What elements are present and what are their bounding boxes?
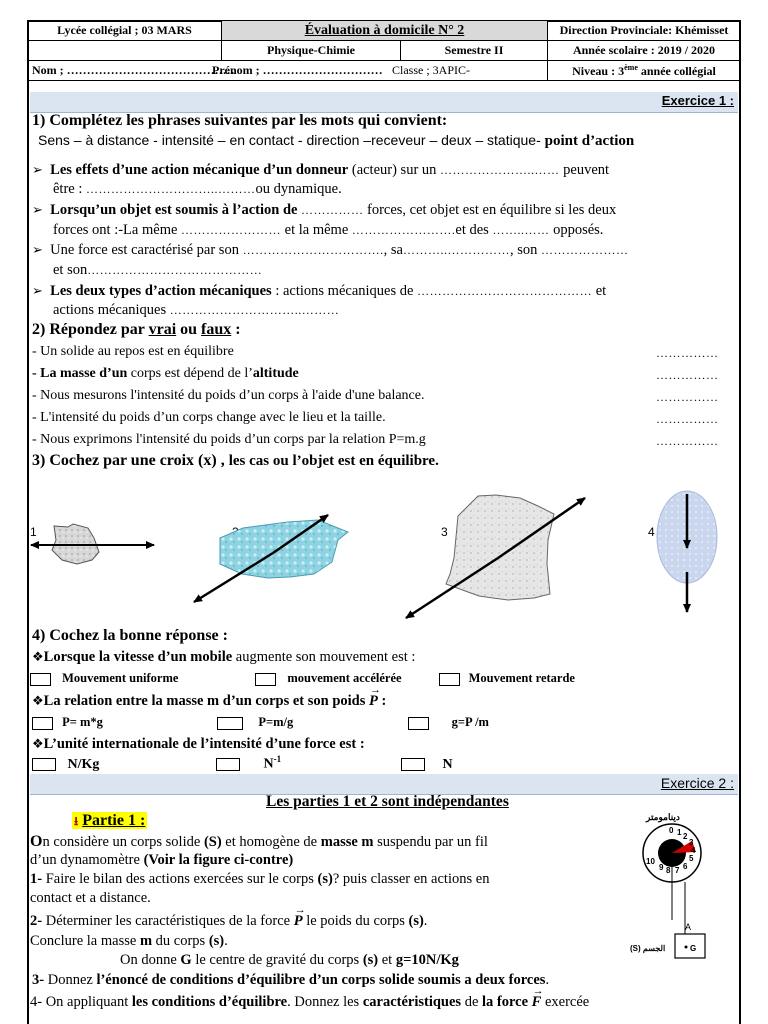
- dynamometer-title: دينامومتر: [646, 812, 680, 822]
- subject: Physique-Chimie: [222, 41, 401, 61]
- q1-line-2: ➢ Lorsqu’un objet est soumis à l’action de …………… forces, cet objet est en équilibre si les deux: [32, 202, 617, 218]
- scale-4: 4: [691, 846, 696, 855]
- scale-5: 5: [689, 854, 694, 863]
- ex2-intro-line-1: On considère un corps solide (S) et homogène de masse m suspendu par un fil: [30, 833, 488, 850]
- q1-line-1b: être : …………………………..………ou dynamique.: [53, 181, 342, 197]
- q4c-options: [32, 754, 453, 773]
- q1-line-2b: forces ont :-La même …………………… et la même …………………….et des ……..…… opposés.: [53, 222, 604, 238]
- exercise-1-banner: [30, 92, 738, 113]
- q2-answer-5[interactable]: ……………: [656, 434, 719, 448]
- ex2-q2: 2- Déterminer les caractéristiques de la force → P le poids du corps (s).: [30, 904, 428, 929]
- scale-1: 1: [677, 828, 682, 837]
- vector-arrow-icon: →: [370, 684, 381, 696]
- q1-word-bank: Sens – à distance - intensité – en contact - direction –receveur – deux – statique- point d’action: [38, 132, 635, 149]
- option-p-m-over-g: P=m/g: [258, 715, 294, 729]
- q4b-question: ❖La relation entre la masse m d’un corps et son poids → P :: [32, 684, 387, 709]
- ex2-q2-line-2: Conclure la masse m du corps (s).: [30, 933, 228, 949]
- q1-title: 1) Complétez les phrases suivantes par les mots qui convient:: [32, 112, 448, 129]
- scale-10: 10: [646, 857, 655, 866]
- down-arrow-icon: ⭳: [74, 814, 79, 828]
- direction: Direction Provinciale: Khémisset: [548, 21, 741, 41]
- q2-item-4: - L'intensité du poids d’un corps change avec le lieu et la taille.: [32, 410, 386, 425]
- arrow-bullet-icon: ➢: [32, 203, 43, 218]
- figure-2[interactable]: [194, 515, 348, 602]
- q1-line-1: ➢ Les effets d’une action mécanique d’un donneur (acteur) sur un …………………..…… peuvent: [32, 162, 610, 178]
- checkbox-g-p-over-m[interactable]: [408, 717, 429, 730]
- diamond-bullet-icon: ❖: [32, 737, 44, 752]
- exercise-2-banner: [30, 774, 738, 795]
- classe-field[interactable]: Classe ; 3APIC-: [392, 63, 470, 77]
- scale-9: 9: [659, 863, 664, 872]
- checkbox-uniforme[interactable]: [30, 673, 51, 686]
- ex2-q1: 1- Faire le bilan des actions exercées sur le corps (s)? puis classer en actions en: [30, 871, 490, 887]
- arrow-bullet-icon: ➢: [32, 243, 43, 258]
- water-object-2: [220, 520, 348, 578]
- option-n-per-kg: N/Kg: [67, 756, 100, 772]
- checkbox-n-inverse[interactable]: [216, 758, 240, 771]
- q2-answer-4[interactable]: ……………: [656, 412, 719, 426]
- q4b-options: [32, 715, 489, 730]
- q1-line-3b: et son……………………………………: [53, 262, 263, 278]
- q1-line-4: ➢ Les deux types d’action mécaniques : actions mécaniques de …………………………………… et: [32, 283, 607, 299]
- q3-title: 3) Cochez par une croix (x) , les cas ou l’objet est en équilibre.: [32, 452, 439, 469]
- checkbox-acceleree[interactable]: [255, 673, 276, 686]
- option-p-mg: P= m*g: [62, 715, 103, 729]
- exam-title: Évaluation à domicile N° 2: [222, 21, 548, 41]
- ex2-subtitle: Les parties 1 et 2 sont indépendantes: [266, 793, 509, 810]
- q4c-question: ❖L’unité internationale de l’intensité d’une force est :: [32, 736, 365, 752]
- q2-answer-2[interactable]: ……………: [656, 368, 719, 382]
- exercise-2-label: Exercice 2 :: [660, 775, 734, 791]
- option-uniforme: Mouvement uniforme: [62, 671, 179, 685]
- figure-4-label: 4: [648, 525, 655, 539]
- q4-title: 4) Cochez la bonne réponse :: [32, 627, 228, 644]
- vector-arrow-icon: →: [532, 985, 544, 997]
- option-acceleree: mouvement accélérée: [287, 671, 402, 685]
- scale-3: 3: [689, 838, 694, 847]
- option-newton: N: [442, 756, 453, 772]
- q2-item-2: - La masse d’un corps est dépend de l’altitude: [32, 366, 299, 381]
- school-year: Année scolaire : 2019 / 2020: [548, 41, 741, 61]
- dynamometer-figure: [612, 808, 738, 968]
- rock-object-3: [446, 495, 554, 600]
- q2-title: 2) Répondez par vrai ou faux :: [32, 321, 241, 338]
- option-n-inverse: $N^{-1}$: [263, 754, 282, 772]
- arrow-bullet-icon: ➢: [32, 163, 43, 178]
- q4a-options: [30, 671, 575, 686]
- vector-arrow-icon: →: [294, 904, 306, 916]
- body-s-label: (S) الجسم: [630, 944, 666, 953]
- option-retarde: Mouvement retarde: [468, 671, 575, 685]
- scale-0: 0: [669, 826, 674, 835]
- figure-1[interactable]: [30, 524, 154, 564]
- vector-f: → F: [531, 985, 544, 1010]
- gravity-center-dot: [685, 946, 688, 949]
- diamond-bullet-icon: ❖: [32, 694, 44, 709]
- checkbox-retarde[interactable]: [439, 673, 460, 686]
- option-g-p-over-m: g=P /m: [451, 715, 489, 729]
- checkbox-newton[interactable]: [401, 758, 425, 771]
- checkbox-p-mg[interactable]: [32, 717, 53, 730]
- q1-line-3: ➢ Une force est caractérisé par son ……………………………., sa………..……………, son …………………: [32, 242, 629, 258]
- niveau: Niveau : 3ème année collégial: [548, 61, 741, 81]
- vector-p-ex2: → P: [293, 904, 306, 929]
- semester: Semestre II: [401, 41, 548, 61]
- ex2-given: On donne G le centre de gravité du corps (s) et g=10N/Kg: [120, 952, 459, 968]
- ex2-q4: 4- On appliquant les conditions d’équilibre. Donnez les caractéristiques de la force → F exercée: [30, 985, 590, 1010]
- figure-3-label: 3: [441, 525, 448, 539]
- ex2-intro-line-2: d’un dynamomètre (Voir la figure ci-contre): [30, 852, 294, 868]
- scale-6: 6: [683, 862, 688, 871]
- figure-3[interactable]: [406, 495, 585, 618]
- scale-8: 8: [666, 866, 671, 875]
- figure-1-label: 1: [30, 525, 37, 539]
- point-g-label: G: [690, 944, 697, 953]
- q2-item-5: - Nous exprimons l'intensité du poids d’un corps par la relation P=m.g: [32, 432, 426, 447]
- point-a-label: A: [685, 922, 692, 932]
- nom-field[interactable]: Nom ; ……………………………………: [32, 63, 235, 77]
- q4a-question: ❖Lorsque la vitesse d’un mobile augmente son mouvement est :: [32, 649, 416, 665]
- q2-answer-3[interactable]: ……………: [656, 390, 719, 404]
- arrow-bullet-icon: ➢: [32, 284, 43, 299]
- header-table: [27, 20, 741, 81]
- ex2-q3: 3- Donnez l’énoncé de conditions d’équilibre d’un corps solide soumis a deux forces.: [32, 972, 550, 988]
- partie-1-heading: ⭳ Partie 1 :: [74, 812, 146, 829]
- diamond-bullet-icon: ❖: [32, 650, 44, 665]
- scale-7: 7: [675, 866, 680, 875]
- q2-item-3: - Nous mesurons l'intensité du poids d’un corps à l'aide d'une balance.: [32, 388, 425, 403]
- student-info-row[interactable]: [28, 61, 548, 81]
- q1-line-4b: actions mécaniques …………………………..………: [53, 302, 340, 318]
- scale-2: 2: [683, 832, 688, 841]
- prenom-field[interactable]: Prénom ; …………………………: [212, 63, 383, 77]
- checkbox-p-m-over-g[interactable]: [217, 717, 243, 730]
- q2-item-1: - Un solide au repos est en équilibre: [32, 344, 234, 359]
- figure-4[interactable]: [648, 491, 717, 612]
- ex2-q1-line-2: contact et a distance.: [30, 890, 151, 906]
- equilibrium-figures: [28, 480, 740, 628]
- school-name: Lycée collégial ; 03 MARS: [28, 21, 222, 41]
- vector-p: → P: [369, 684, 381, 709]
- exercise-1-label: Exercice 1 :: [661, 93, 734, 108]
- q2-answer-1[interactable]: ……………: [656, 346, 719, 360]
- checkbox-n-per-kg[interactable]: [32, 758, 56, 771]
